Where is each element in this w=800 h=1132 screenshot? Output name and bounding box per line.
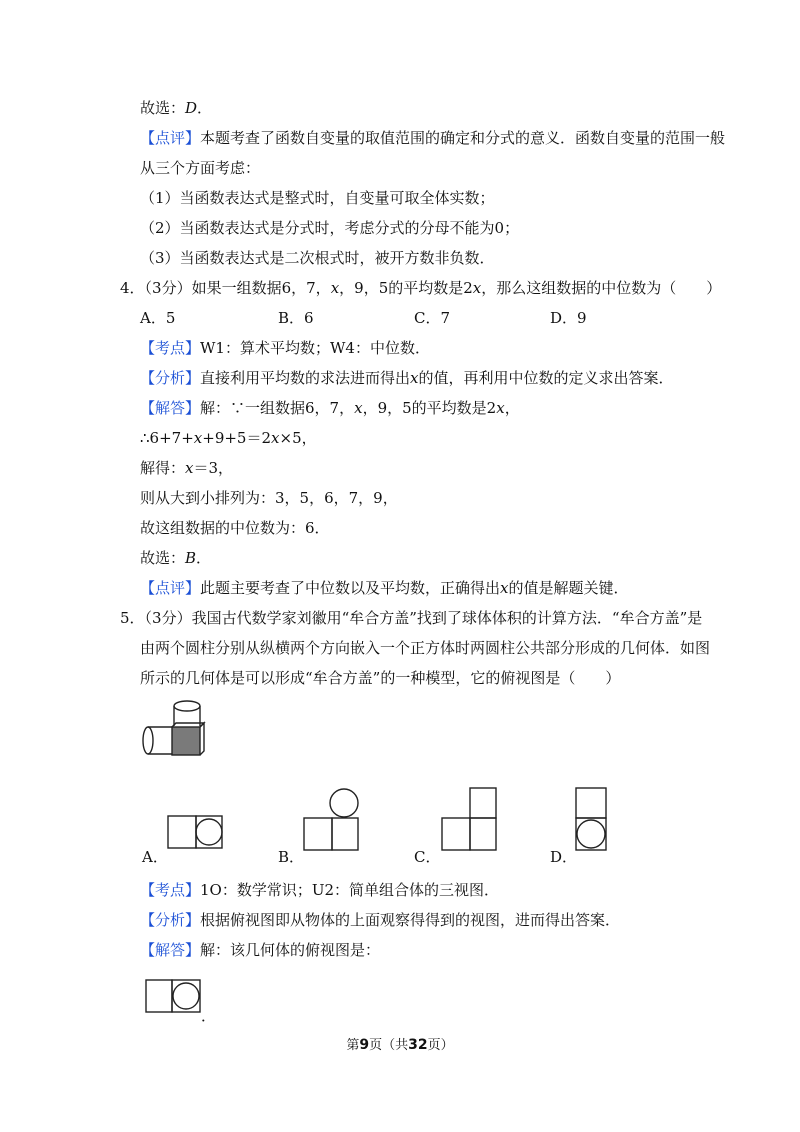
- q4-step-4: 故这组数据的中位数为：6．: [140, 519, 330, 537]
- footer-pre: 第: [346, 1038, 360, 1053]
- q5-fenxi: [140, 910, 620, 930]
- page-footer: [0, 1034, 800, 1053]
- q4-dianping: [140, 578, 629, 598]
- q5-option-b-label: B．: [278, 848, 305, 866]
- q3-case-2: （2）当函数表达式是分式时，考虑分式的分母不能为0；: [140, 219, 520, 237]
- q4-stem: [120, 278, 721, 298]
- fenxi-x: x: [410, 369, 419, 387]
- q3-answer-line: [140, 98, 212, 118]
- q4-step-3: 则从大到小排列为：3，5，6，7，9，: [140, 489, 398, 507]
- q4-option-b: [278, 308, 314, 328]
- comment-tag: 【点评】: [140, 129, 201, 147]
- answer-figure-period: ．: [201, 1007, 217, 1025]
- q4-step-1: [140, 428, 317, 448]
- jieda-text: 解：该几何体的俯视图是：: [200, 941, 381, 959]
- option-letter: B．: [278, 309, 305, 327]
- footer-mid: 页（共: [369, 1038, 409, 1053]
- option-d-figure: [574, 786, 614, 866]
- option-b-figure: [302, 786, 362, 866]
- option-value: 5: [165, 309, 176, 327]
- answer-prefix: 故选：: [140, 549, 186, 567]
- step2-a: 解得：: [140, 459, 186, 477]
- kaodian-text: 1O：数学常识；U2：简单组合体的三视图．: [200, 881, 500, 899]
- dianping-x: x: [500, 579, 509, 597]
- q4-stem-x: x: [330, 279, 340, 297]
- option-letter: A．: [140, 309, 166, 327]
- fenxi-a: 直接利用平均数的求法进而得出: [200, 369, 411, 387]
- step2-x: x: [185, 459, 194, 477]
- option-letter: D．: [550, 309, 578, 327]
- step1-a: ∴6+7+: [140, 429, 194, 447]
- q5-kaodian: [140, 880, 499, 900]
- fenxi-tag: 【分析】: [140, 911, 201, 929]
- dianping-b: 的值是解题关键．: [508, 579, 629, 597]
- jieda-c: ，: [504, 399, 520, 417]
- q5-stem-1: 5．（3分）我国古代数学家刘徽用“牟合方盖”找到了球体体积的计算方法．“牟合方盖”是: [120, 609, 703, 627]
- q5-stem-3: 所示的几何体是可以形成“牟合方盖”的一种模型，它的俯视图是（ ）: [140, 669, 621, 687]
- answer-end: ．: [196, 549, 212, 567]
- q3-comment-line: [140, 128, 725, 148]
- q3-case-1: （1）当函数表达式是整式时，自变量可取全体实数；: [140, 189, 495, 207]
- option-value: 6: [304, 309, 314, 327]
- step1-c: ×5，: [279, 429, 317, 447]
- answer-figure: [144, 978, 204, 1018]
- q4-stem-a: 4．（3分）如果一组数据6，7，: [120, 279, 331, 297]
- step1-x2: x: [271, 429, 280, 447]
- step2-b: ＝3，: [193, 459, 234, 477]
- q5-option-d-label: D．: [550, 848, 578, 866]
- q4-stem-x2: x: [472, 279, 482, 297]
- comment-text: 本题考查了函数自变量的取值范围的确定和分式的意义．函数自变量的范围一般: [200, 129, 726, 147]
- q4-kaodian: [140, 338, 430, 358]
- page-number: 9: [359, 1037, 370, 1053]
- q5-option-c-label: C．: [414, 848, 441, 866]
- jieda-x2: x: [496, 399, 505, 417]
- option-value: 9: [577, 309, 587, 327]
- answer-prefix: 故选：: [140, 99, 186, 117]
- q4-stem-mid: ，9，5的平均数是2: [339, 279, 473, 297]
- option-value: 7: [440, 309, 451, 327]
- q5-stem-2: 由两个圆柱分别从纵横两个方向嵌入一个正方体时两圆柱公共部分形成的几何体．如图: [140, 639, 711, 657]
- jieda-a: 解：∵一组数据6，7，: [200, 399, 355, 417]
- fenxi-text: 根据俯视图即从物体的上面观察得得到的视图，进而得出答案．: [200, 911, 621, 929]
- q4-step-2: [140, 458, 233, 478]
- footer-post: 页）: [427, 1038, 454, 1053]
- q3-case-3: （3）当函数表达式是二次根式时，被开方数非负数．: [140, 249, 495, 267]
- q5-option-a-label: A．: [142, 848, 168, 866]
- fenxi-tag: 【分析】: [140, 369, 201, 387]
- option-a-figure: [166, 814, 226, 854]
- answer-letter: D: [185, 99, 198, 117]
- kaodian-tag: 【考点】: [140, 339, 201, 357]
- step1-x: x: [193, 429, 203, 447]
- dianping-tag: 【点评】: [140, 579, 201, 597]
- step1-b: +9+5＝2: [202, 429, 272, 447]
- model-figure: [138, 694, 208, 764]
- option-letter: C．: [414, 309, 441, 327]
- jieda-tag: 【解答】: [140, 399, 201, 417]
- fenxi-b: 的值，再利用中位数的定义求出答案．: [418, 369, 674, 387]
- jieda-tag: 【解答】: [140, 941, 201, 959]
- page-total: 32: [408, 1037, 428, 1053]
- q4-answer-line: [140, 548, 211, 568]
- jieda-b: ，9，5的平均数是2: [362, 399, 497, 417]
- q4-stem-end: ，那么这组数据的中位数为（ ）: [481, 279, 722, 297]
- q4-option-a: [140, 308, 175, 328]
- dianping-a: 此题主要考查了中位数以及平均数，正确得出: [200, 579, 501, 597]
- kaodian-text: W1：算术平均数；W4：中位数．: [200, 339, 430, 357]
- q4-fenxi: [140, 368, 674, 388]
- answer-end: ．: [197, 99, 213, 117]
- kaodian-tag: 【考点】: [140, 881, 201, 899]
- q4-option-c: [414, 308, 450, 328]
- option-c-figure: [440, 786, 500, 866]
- jieda-x: x: [354, 399, 363, 417]
- q4-option-d: [550, 308, 587, 328]
- q5-jieda: [140, 940, 380, 960]
- q4-jieda: [140, 398, 520, 418]
- q3-comment-cont: 从三个方面考虑：: [140, 159, 261, 177]
- answer-letter: B: [185, 549, 197, 567]
